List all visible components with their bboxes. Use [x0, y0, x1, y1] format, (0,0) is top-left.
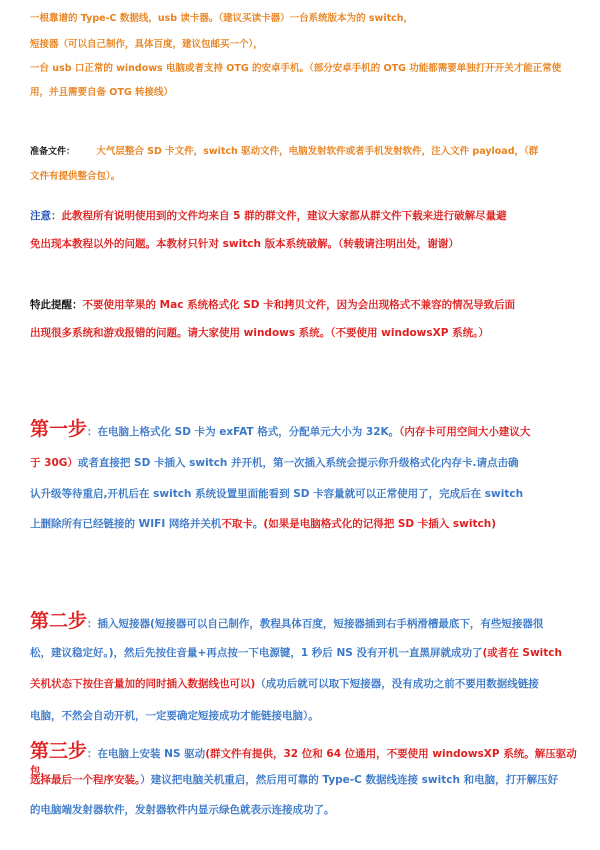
step3-text-2: ）建议把电脑关机重启，然后用可靠的 Type-C 数据线连接 switch 和电脑，打开解压好	[140, 774, 559, 786]
step2-text-1: 插入短接器(短接器可以自己制作，教程具体百度，短接器插到右手柄滑槽最底下，有些短接器很	[97, 618, 544, 630]
step3-line-2	[30, 772, 578, 787]
notice-label: 注意：	[30, 210, 62, 222]
step1-line-1	[30, 414, 578, 441]
step1-note-4: (如果是电脑格式化的记得把 SD 卡插入 switch)	[263, 518, 496, 530]
step3-text-1: 在电脑上安装 NS 驱动	[97, 748, 206, 760]
step1-text-1: 在电脑上格式化 SD 卡为 exFAT 格式，分配单元大小为 32K。	[97, 426, 400, 438]
step1-keep-card: 不取卡	[221, 518, 253, 530]
notice-text-1: 此教程所有说明使用到的文件均来自 5 群的群文件，建议大家都从群文件下载来进行破解尽量避	[61, 210, 507, 222]
special-line-2: 出现很多系统和游戏报错的问题。请大家使用 windows 系统。（不要使用 windowsXP 系统。）	[30, 327, 489, 339]
special-line-1	[30, 297, 578, 312]
intro-line-2: 短接器（可以自己制作，具体百度，建议包邮买一个），	[30, 39, 263, 50]
prep-text-1: 大气层整合 SD 卡文件，switch 驱动文件，电脑发射软件或者手机发射软件，注入文件 payload，（群	[96, 146, 539, 157]
step1-note-1: （内存卡可用空间大小建议大	[399, 426, 531, 438]
intro-line-4: 用，并且需要自备 OTG 转接线）	[30, 87, 173, 98]
step1-text-2: 或者直接把 SD 卡插入 switch 并开机，第一次插入系统会提示你升级格式化内存卡.请点击确	[77, 457, 519, 469]
intro-line-1: 一根靠谱的 Type-C 数据线，usb 读卡器。（建议买读卡器）一台系统版本为的 switch，	[30, 13, 414, 24]
step2-line-4: 电脑，不然会自动开机，一定要确定短接成功才能链接电脑）。	[30, 710, 319, 722]
step1-note-2: 于 30G）	[30, 457, 78, 469]
special-text-1: 不要使用苹果的 Mac 系统格式化 SD 卡和拷贝文件，因为会出现格式不兼容的情况导致后面	[82, 299, 516, 311]
step2-line-2	[30, 645, 578, 660]
step2-line-1	[30, 606, 578, 633]
notice-line-2: 免出现本教程以外的问题。本教材只针对 switch 版本系统破解。（转载请注明出处，谢谢）	[30, 238, 459, 250]
step2-colon: ：	[87, 618, 98, 630]
step2-text-2: 松，建议稳定好。)，然后先按住音量+再点按一下电源键，1 秒后 NS 没有开机一直黑屏就成功了	[30, 647, 483, 659]
step1-line-2	[30, 455, 578, 470]
prep-line-2: 文件有提供整合包）。	[30, 171, 121, 182]
step1-text-4a: 上删除所有已经链接的 WIFI 网络并关机	[30, 518, 222, 530]
step1-text-4b: 。	[252, 518, 264, 530]
step3-note-1: (群文件有提供，32 位和 64 位通用，不要使用 windowsXP 系统。解压驱动包，	[30, 748, 577, 777]
step3-line-3: 的电脑端发射器软件，发射器软件内显示绿色就表示连接成功了。	[30, 804, 335, 816]
notice-line-1	[30, 208, 578, 223]
step3-colon: ：	[87, 748, 98, 760]
prep-line-1	[30, 143, 578, 157]
step2-line-3	[30, 676, 578, 691]
step1-line-4	[30, 516, 578, 531]
intro-line-3: 一台 usb 口正常的 windows 电脑或者支持 OTG 的安卓手机。（部分安卓手机的 OTG 功能都需要单独打开开关才能正常使	[30, 63, 562, 74]
step2-text-3: （成功后就可以取下短接器，没有成功之前不要用数据线链接	[255, 678, 539, 690]
step2-note-3: 关机状态下按住音量加的同时插入数据线也可以)	[30, 678, 256, 690]
prep-label: 准备文件：	[30, 147, 76, 157]
step2-note-2: (或者在 Switch	[482, 647, 563, 659]
special-label: 特此提醒：	[30, 299, 83, 311]
step2-title: 第二步	[30, 610, 88, 632]
step1-title: 第一步	[30, 418, 88, 440]
step1-line-3: 认升级等待重启,开机后在 switch 系统设置里面能看到 SD 卡容量就可以正常使用了，完成后在 switch	[30, 488, 524, 500]
step1-colon: ：	[87, 426, 98, 438]
step3-title: 第三步	[30, 740, 88, 762]
step3-note-2: 选择最后一个程序安装。	[30, 774, 141, 786]
